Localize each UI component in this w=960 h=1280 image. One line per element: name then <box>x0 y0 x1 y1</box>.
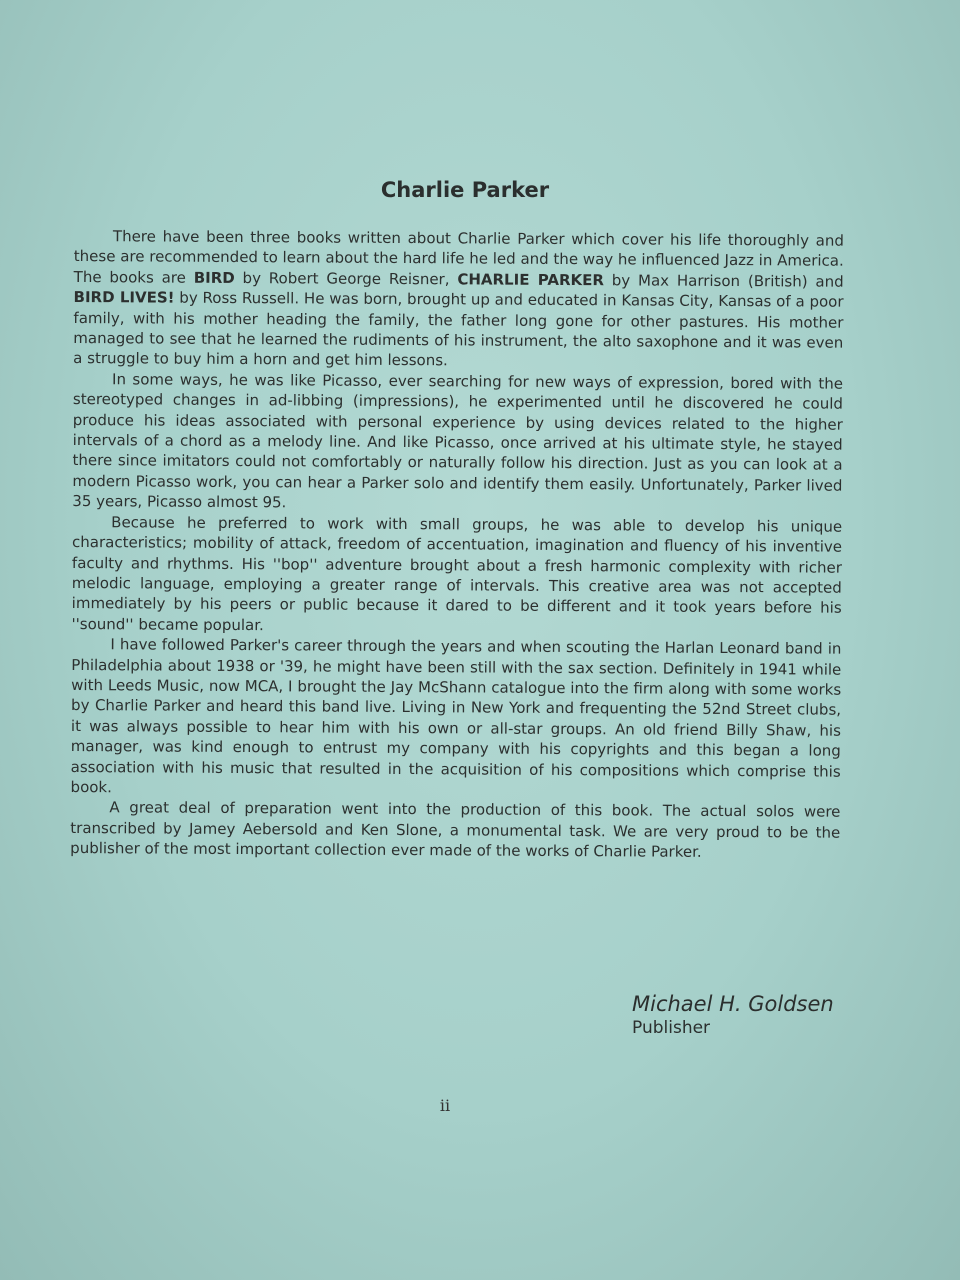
signature-role: Publisher <box>632 1018 711 1038</box>
book-title-bird-lives: BIRD LIVES! <box>73 288 175 307</box>
paragraph-2: In some ways, he was like Picasso, ever searching for new ways of expression, bored with the stereotyped changes in ad-libbing (impressions), he experimented until he discovered he could produce his ideas associated with personal experience by using devices related to the higher intervals of a chord as a melody line. And like Picasso, once arrived at his ultimate style, he stayed there since imitators could not comfortably or naturally follow his direction. Just as you can look at a modern Picasso work, you can hear a Parker solo and identify them easily. Unfortunately, Parker lived 35 years, Picasso almost 95. <box>72 370 844 512</box>
signature-name: Michael H. Goldsen <box>632 992 834 1016</box>
book-title-bird: BIRD <box>193 268 235 287</box>
paragraph-1-text-a: There have been three books written about Charlie Parker which cover his life thoroughly and these are recommended to learn about the hard life he led and the way he influenced Jazz in America. The books are <box>73 227 844 287</box>
paragraph-3: Because he preferred to work with small groups, he was able to develop his unique characteristics; mobility of attack, freedom of accentuation, imagination and fluency of his inventive faculty and rhythms. His ''bop'' adventure brought about a fresh harmonic complexity with richer melodic language, employing a greater range of intervals. This creative area was not accepted immediately by his peers or public because it dared to be different and it took years before his ''sound'' became popular. <box>71 512 843 634</box>
paragraph-1-text-d: by Ross Russell. He was born, brought up and educated in Kansas City, Kansas of a poor family, with his mother heading the family, the father long gone for other pastures. His mother managed to see that he learned the rudiments of his instrument, the alto saxophone and it was even a struggle to buy him a horn and get him lessons. <box>73 288 844 370</box>
paragraph-1-text-b: by Robert George Reisner, <box>234 268 458 289</box>
paragraph-5: A great deal of preparation went into the production of this book. The actual solos were transcribed by Jamey Aebersold and Ken Slone, a monumental task. We are very proud to be the publisher of the most important collection ever made of the works of Charlie Parker. <box>70 798 841 862</box>
page-title: Charlie Parker <box>380 178 550 202</box>
body-text <box>70 226 844 863</box>
paragraph-1 <box>73 226 844 374</box>
page-number: ii <box>439 1096 451 1115</box>
signature-block <box>632 992 834 1038</box>
book-title-charlie-parker: CHARLIE PARKER <box>457 270 605 290</box>
paragraph-4: I have followed Parker's career through the years and when scouting the Harlan Leonard band in Philadelphia about 1938 or '39, he might have been still with the sax section. Definitely in 1941 while with Leeds Music, now MCA, I brought the Jay McShann catalogue into the firm along with some works by Charlie Parker and heard this band live. Living in New York and frequenting the 52nd Street clubs, it was always possible to hear him with his own or all-star groups. An old friend Billy Shaw, his manager, was kind enough to entrust my company with his copyrights and this began a long association with his music that resulted in the acquisition of his compositions which comprise this book. <box>70 635 842 797</box>
paragraph-1-text-c: by Max Harrison (British) and <box>603 271 844 291</box>
